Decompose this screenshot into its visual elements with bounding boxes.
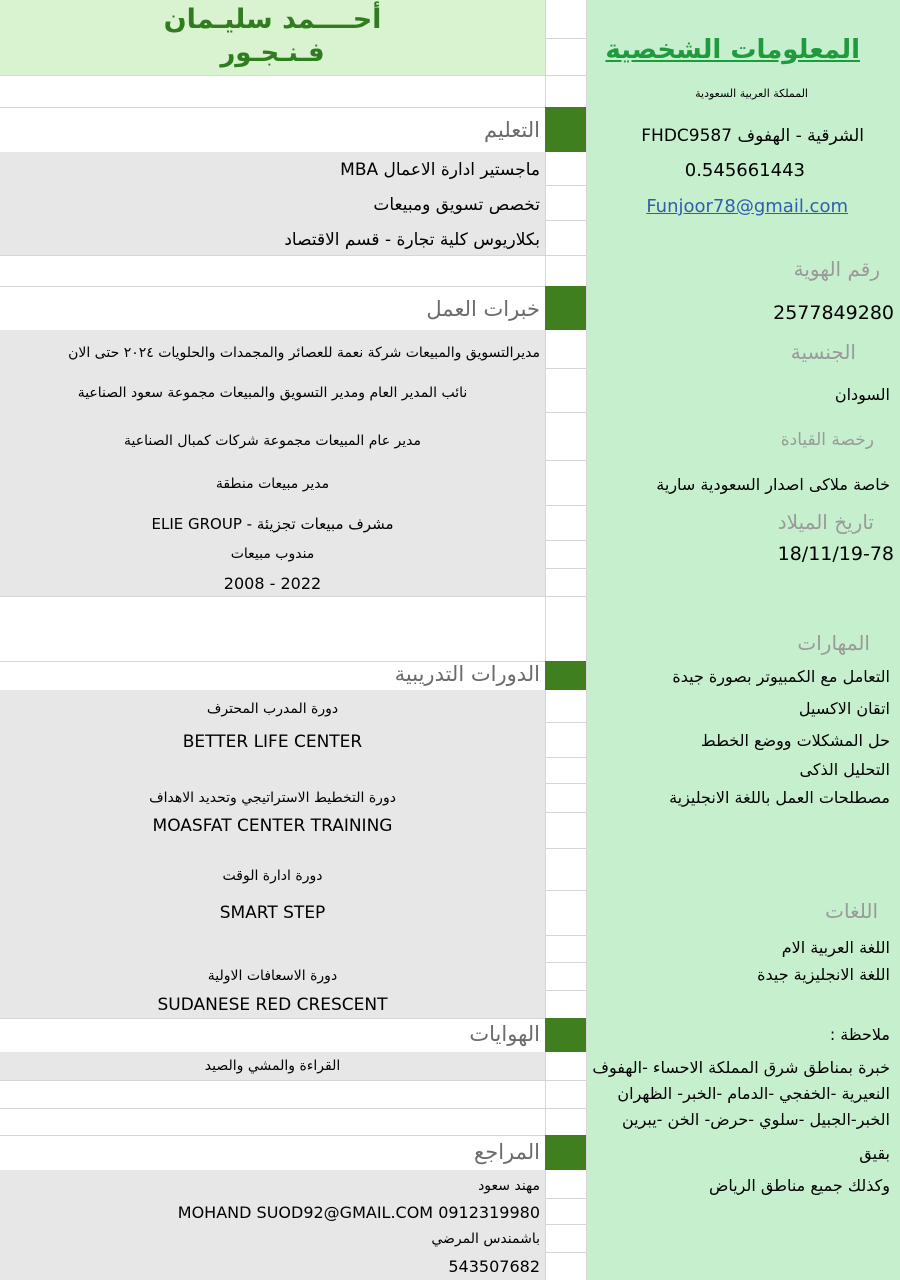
experience-item: مشرف مبيعات تجزيئة - ELIE GROUP [151,515,394,533]
references-title: المراجع [474,1140,540,1164]
reference-contact: MOHAND SUOD92@GMAIL.COM 0912319980 [177,1203,540,1222]
skills-title: المهارات [797,631,870,655]
grid-line [545,848,586,849]
reference-name: مهند سعود [478,1178,540,1194]
grid-line [545,962,586,963]
id-label: رقم الهوية [793,257,880,281]
grid-line [545,1252,586,1253]
grid-line [0,75,586,76]
birth-value: 18/11/19-78 [777,543,894,565]
grid-line [0,1080,586,1081]
id-value: 2577849280 [773,302,894,324]
training-center: SUDANESE RED CRESCENT [157,995,388,1015]
license-label: رخصة القيادة [780,430,874,450]
skill-item: حل المشكلات ووضع الخطط [700,731,890,750]
grid-line [545,220,586,221]
education-item: بكلاريوس كلية تجارة - قسم الاقتصاد [284,230,540,250]
skill-item: مصطلحات العمل باللغة الانجليزية [669,788,890,807]
grid-line [545,185,586,186]
training-course: دورة المدرب المحترف [206,701,339,717]
language-item: اللغة الانجليزية جيدة [757,965,890,984]
grid-line [545,757,586,758]
grid-line [545,505,586,506]
birth-label: تاريخ الميلاد [777,510,874,534]
training-marker [545,661,586,690]
education-item: ماجستير ادارة الاعمال MBA [340,160,540,180]
hobbies-text: القراءة والمشي والصيد [204,1058,341,1074]
grid-line [0,1018,586,1019]
skill-item: التحليل الذكى [799,760,890,779]
experience-period: 2008 - 2022 [223,574,322,593]
experience-item: مدير عام المبيعات مجموعة شركات كمبال الصناعية [124,433,421,449]
training-title: الدورات التدريبية [394,662,540,686]
language-item: اللغة العربية الام [781,938,890,957]
training-course: دورة ادارة الوقت [222,868,323,884]
grid-line [586,0,587,1280]
note-title: ملاحظة : [829,1025,890,1044]
license-value: خاصة ملاكى اصدار السعودية سارية [656,475,890,494]
experience-item: مدير مبيعات منطقة [215,476,330,492]
grid-line [0,107,586,108]
grid-line [545,412,586,413]
experience-item: مديرالتسويق والمبيعات شركة نعمة للعصائر والمجمدات والحلويات ٢٠٢٤ حتى الان [68,345,540,361]
training-course: دورة التخطيط الاستراتيجي وتحديد الاهداف [149,790,396,806]
references-marker [545,1135,586,1170]
country: المملكة العربية السعودية [695,87,808,100]
grid-line [545,812,586,813]
nationality-label: الجنسية [790,340,856,364]
languages-title: اللغات [825,899,878,923]
name-line-1: أحــــمد سليـمان [163,4,382,35]
reference-name: باشمندس المرضي [431,1231,540,1247]
grid-line [545,460,586,461]
address: الشرقية - الهفوف FHDC9587 [641,126,864,146]
grid-line [545,990,586,991]
grid-line [545,0,546,1280]
experience-item: نائب المدير العام ومدير التسويق والمبيعات مجموعة سعود الصناعية [77,385,468,401]
grid-line [545,1198,586,1199]
reference-contact: 543507682 [448,1257,540,1276]
note-line: الخبر-الجبيل -سلوي -حرض- الخن -يبرين [621,1110,890,1129]
personal-title: المعلومات الشخصية [605,35,860,65]
training-course: دورة الاسعافات الاولية [207,968,338,984]
note-line: النعيرية -الخفجي -الدمام -الخبر- الظهران [617,1084,890,1103]
grid-line [0,255,586,256]
education-marker [545,107,586,152]
grid-line [545,783,586,784]
training-center: SMART STEP [219,903,326,923]
skill-item: التعامل مع الكمبيوتر بصورة جيدة [672,667,890,686]
phone: 0.545661443 [684,160,805,181]
grid-line [545,935,586,936]
hobbies-title: الهوايات [469,1022,540,1046]
name-line-2: فـنـجـور [220,38,325,68]
education-item: تخصص تسويق ومبيعات [373,195,540,215]
note-line: بقيق [859,1144,890,1163]
grid-line [545,540,586,541]
grid-line [0,1135,586,1136]
grid-line [545,890,586,891]
grid-line [0,596,586,597]
training-center: BETTER LIFE CENTER [182,732,363,752]
experience-title: خبرات العمل [426,297,540,321]
grid-line [545,722,586,723]
grid-line [545,1224,586,1225]
grid-line [0,1108,586,1109]
grid-line [545,568,586,569]
experience-marker [545,286,586,330]
education-title: التعليم [484,118,540,142]
grid-line [545,38,586,39]
training-center: MOASFAT CENTER TRAINING [152,816,393,836]
email-link[interactable]: Funjoor78@gmail.com [646,196,848,217]
note-line: وكذلك جميع مناطق الرياض [708,1176,890,1195]
note-line: خبرة بمناطق شرق المملكة الاحساء -الهفوف [592,1058,890,1077]
skill-item: اتقان الاكسيل [798,699,890,718]
grid-line [545,368,586,369]
nationality-value: السودان [834,385,890,404]
hobbies-marker [545,1018,586,1052]
experience-item: مندوب مبيعات [230,546,315,562]
grid-line [0,286,586,287]
